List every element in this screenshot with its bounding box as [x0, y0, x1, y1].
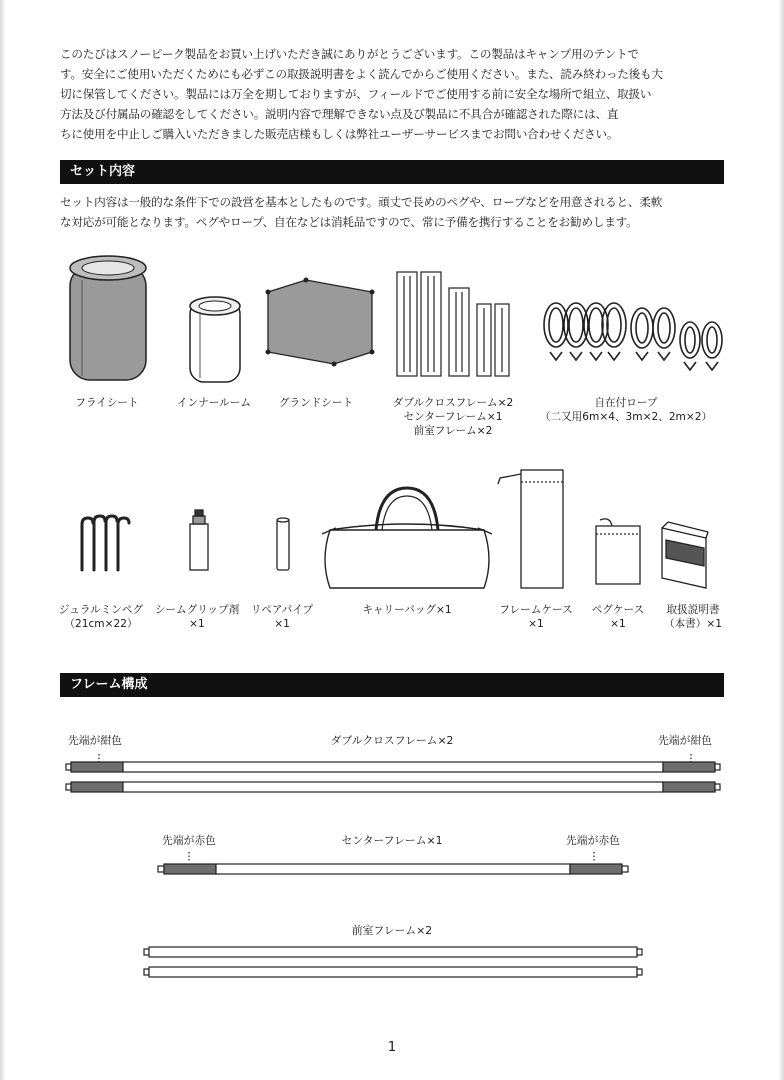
vestibule-frame-diagram	[144, 947, 642, 977]
item-label-line: ×1	[189, 618, 205, 630]
item-label-inner-room	[177, 396, 251, 410]
item-label-line: ダブルクロスフレーム×2	[392, 397, 514, 409]
center-frame-diagram	[158, 852, 628, 874]
peg-case-illustration	[596, 519, 640, 584]
item-label-frame-case	[499, 603, 572, 631]
item-label-line: ×1	[610, 618, 626, 630]
intro-line: す。安全にご使用いただくためにも必ずこの取扱説明書をよく読んでからご使用ください。また、読み終わった後も大	[60, 67, 663, 81]
item-label-pegs	[59, 603, 143, 631]
item-label-fly-sheet	[75, 396, 138, 410]
double-cross-frame-diagram	[66, 754, 720, 792]
item-label-line: グランドシート	[278, 397, 354, 409]
frame-tip-label-right: 先端が紺色	[658, 734, 712, 747]
item-label-line: ×1	[274, 618, 290, 630]
frame-label-vestibule: 前室フレーム×2	[351, 924, 433, 937]
frame-case-illustration	[498, 470, 563, 588]
manual-illustration	[662, 522, 708, 588]
item-label-line: シームグリップ剤	[154, 604, 240, 616]
item-label-line: ペグケース	[591, 604, 645, 616]
carry-bag-illustration	[322, 488, 492, 588]
item-label-line: 取扱説明書	[666, 604, 720, 616]
item-label-line: ジュラルミンペグ	[58, 604, 144, 616]
frame-label-double-cross: ダブルクロスフレーム×2	[330, 734, 454, 747]
ground-sheet-illustration	[266, 278, 375, 367]
frames-illustration	[397, 272, 509, 376]
item-label-repair-pipe	[251, 603, 313, 631]
ropes-illustration	[544, 303, 722, 370]
repair-pipe-illustration	[277, 518, 289, 570]
item-label-line: センターフレーム×1	[403, 411, 503, 423]
item-label-line: （本書）×1	[664, 618, 722, 630]
item-label-frames	[393, 396, 514, 438]
item-label-line: 自在付ロープ	[594, 397, 658, 409]
item-label-ground-sheet	[279, 396, 353, 410]
frame-tip-label-left: 先端が紺色	[68, 734, 122, 747]
page-number: 1	[387, 1040, 397, 1055]
fly-sheet-illustration	[70, 256, 146, 380]
intro-line: ちに使用を中止しご購入いただきました販売店様もしくは弊社ユーザーサービスまでお問い合わせください。	[60, 127, 619, 141]
item-label-carry-bag	[362, 603, 451, 617]
set-contents-line: な対応が可能となります。ペグやロープ、自在などは消耗品ですので、常に予備を携行することをお勧めします。	[60, 215, 638, 229]
section-heading-frame: フレーム構成	[60, 673, 724, 697]
item-label-ropes	[540, 396, 712, 424]
item-label-line: フライシート	[75, 397, 139, 409]
pegs-illustration	[82, 516, 129, 570]
intro-line: このたびはスノーピーク製品をお買い上げいただき誠にありがとうございます。この製品はキャンプ用のテントで	[60, 47, 639, 61]
frame-tip-label-left: 先端が赤色	[162, 834, 216, 847]
frame-label-center: センターフレーム×1	[341, 834, 443, 847]
intro-line: 切に保管してください。製品には万全を期しておりますが、フィールドでご使用する前に安全な場所で組立、取扱い	[60, 87, 652, 101]
intro-line: 方法及び付属品の確認をしてください。説明内容で理解できない点及び製品に不具合が確認された際には、直	[60, 107, 619, 121]
item-label-line: キャリーバッグ×1	[362, 604, 452, 616]
inner-room-illustration	[190, 297, 240, 382]
item-label-seam-grip	[155, 603, 239, 631]
item-label-line: リペアパイプ	[250, 604, 314, 616]
item-label-line: （二又用6m×4、3m×2、2m×2）	[539, 411, 713, 423]
item-label-line: ×1	[528, 618, 544, 630]
seam-grip-illustration	[190, 510, 208, 570]
item-label-line: （21cm×22）	[64, 618, 138, 630]
item-label-line: インナールーム	[177, 397, 251, 409]
section-heading-set-contents: セット内容	[60, 160, 724, 184]
frame-tip-label-right: 先端が赤色	[566, 834, 620, 847]
item-label-peg-case	[592, 603, 644, 631]
item-label-line: 前室フレーム×2	[413, 425, 493, 437]
item-label-manual	[664, 603, 722, 631]
item-label-line: フレームケース	[499, 604, 573, 616]
set-contents-line: セット内容は一般的な条件下での設営を基本としたものです。頑丈で長めのペグや、ロープなどを用意されると、柔軟	[60, 195, 663, 209]
